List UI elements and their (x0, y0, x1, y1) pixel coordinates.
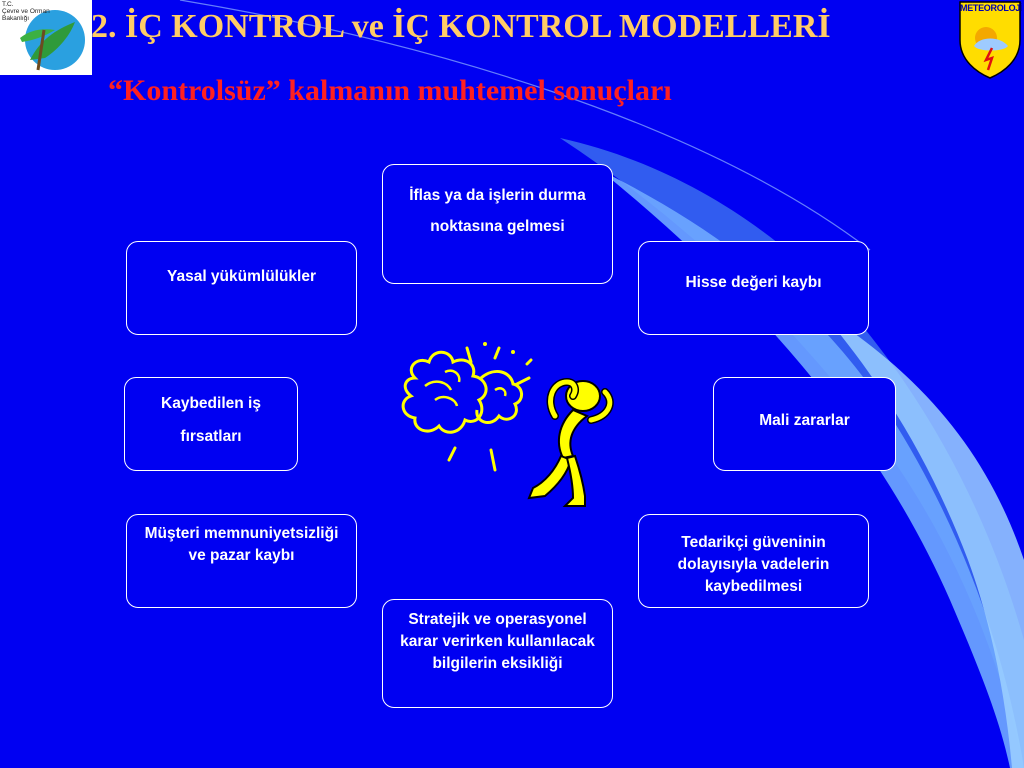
box-stratejik (382, 599, 613, 708)
slide-title: 2. İÇ KONTROL ve İÇ KONTROL MODELLERİ (91, 8, 831, 45)
box-kaybedilen-label: Kaybedilen iş fırsatları (161, 395, 261, 445)
box-tedarikci (638, 514, 869, 608)
box-mali-label: Mali zararlar (759, 412, 850, 429)
frustrated-figure-icon (395, 338, 625, 513)
box-musteri (126, 514, 357, 608)
box-yasal-label: Yasal yükümlülükler (166, 268, 317, 285)
ministry-logo-text: T.C. Çevre ve Orman Bakanlığı (2, 1, 50, 22)
meteoroloji-logo-text: METEOROLOJİ (960, 3, 1023, 13)
box-iflas-label: İflas ya da işlerin durma noktasına gelmesi (409, 187, 586, 235)
box-stratejik-label: Stratejik ve operasyonel karar verirken kullanılacak bilgilerin eksikliği (400, 611, 595, 672)
box-tedarikci-label: Tedarikçi güveninin dolayısıyla vadelerin kaybedilmesi (677, 534, 830, 595)
box-mali (713, 377, 896, 471)
box-hisse (638, 241, 869, 335)
box-kaybedilen (124, 377, 298, 471)
box-yasal (126, 241, 357, 335)
box-hisse-label: Hisse değeri kaybı (685, 274, 822, 291)
box-musteri-label: Müşteri memnuniyetsizliği ve pazar kaybı (144, 525, 339, 564)
ministry-logo (0, 0, 92, 75)
slide-subtitle: “Kontrolsüz” kalmanın muhtemel sonuçları (108, 74, 672, 107)
box-iflas (382, 164, 613, 284)
meteoroloji-logo (956, 0, 1024, 80)
